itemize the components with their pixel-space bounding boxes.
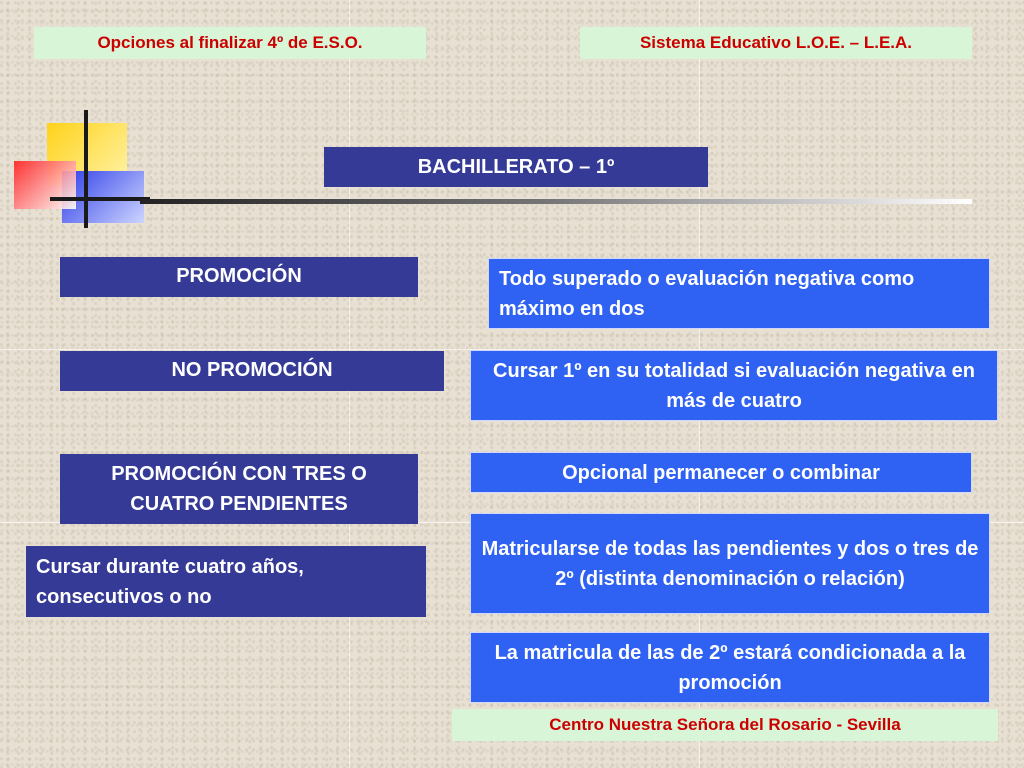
- footer-label: Centro Nuestra Señora del Rosario - Sevilla: [452, 709, 998, 741]
- promocion-pendientes-description: Opcional permanecer o combinar: [470, 452, 972, 493]
- page-title: BACHILLERATO – 1º: [324, 147, 708, 187]
- promocion-label: PROMOCIÓN: [60, 257, 418, 297]
- no-promocion-label: NO PROMOCIÓN: [60, 351, 444, 391]
- header-left-label: Opciones al finalizar 4º de E.S.O.: [34, 27, 426, 59]
- decorative-squares: [10, 105, 150, 235]
- header-right-label: Sistema Educativo L.O.E. – L.E.A.: [580, 27, 972, 59]
- condicion-box: La matricula de las de 2º estará condicionada a la promoción: [470, 632, 990, 703]
- promocion-description: Todo superado o evaluación negativa como máximo en dos: [488, 258, 990, 329]
- no-promocion-description: Cursar 1º en su totalidad si evaluación negativa en más de cuatro: [470, 350, 998, 421]
- divider-line: [140, 199, 972, 204]
- promocion-pendientes-label: PROMOCIÓN CON TRES O CUATRO PENDIENTES: [60, 454, 418, 524]
- cuatro-anos-note: Cursar durante cuatro años, consecutivos o no: [26, 546, 426, 617]
- matricula-box: Matricularse de todas las pendientes y dos o tres de 2º (distinta denominación o relación): [470, 513, 990, 614]
